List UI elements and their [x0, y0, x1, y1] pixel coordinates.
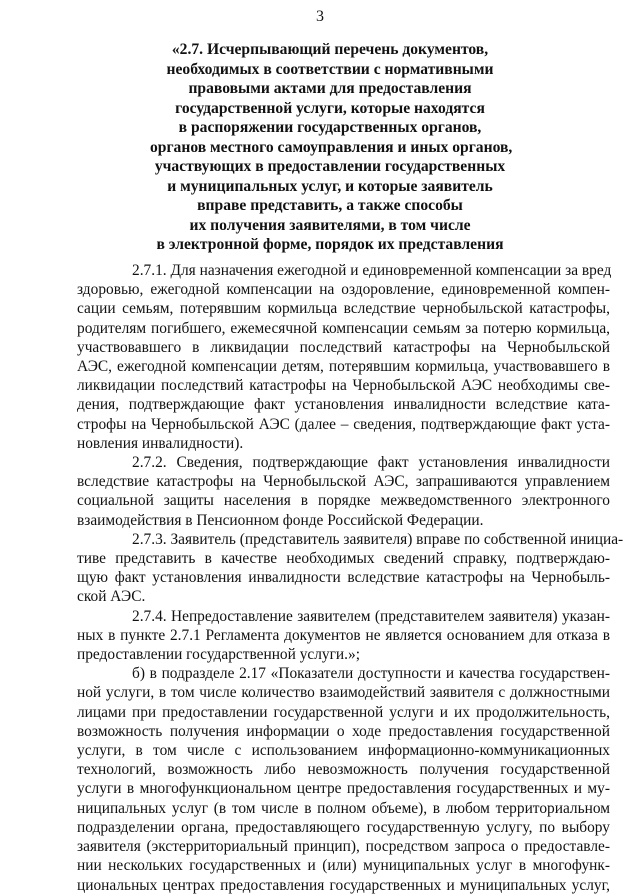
heading-line: их получения заявителями, в том числе: [189, 216, 471, 234]
paragraph-2-7-4: [77, 607, 610, 665]
text-line: технологий, возможность либо невозможность получения государственной: [77, 761, 610, 779]
text-line: 2.7.3. Заявитель (представитель заявителя) вправе по собственной инициа-: [132, 530, 624, 548]
text-line: сации семьям, потерявшим кормильца вследствие чернобыльской катастрофы,: [77, 300, 610, 318]
text-line: ной услуги, в том числе количество взаимодействий заявителя с должностными: [77, 684, 610, 702]
heading-line: правовыми актами для предоставления: [188, 80, 472, 97]
heading-line: вправе представить, а также способы: [197, 197, 463, 214]
text-line: циональных центрах предоставления государственных и муниципальных услуг,: [77, 876, 610, 894]
section-heading: [150, 40, 513, 255]
paragraph-2-7-1: [77, 261, 610, 453]
text-line: б) в подразделе 2.17 «Показатели доступности и качества государствен-: [132, 665, 610, 683]
document-body: [77, 261, 624, 895]
heading-line: «2.7. Исчерпывающий перечень документов,: [171, 41, 489, 58]
text-line: АЭС, ежегодной компенсации детям, потерявшим кормильца, участвовавшего в: [77, 358, 610, 376]
text-line: щую факт установления инвалидности вследствие катастрофы на Чернобыль-: [77, 569, 610, 587]
paragraph-b: [77, 664, 610, 894]
text-line: участвовавшего в ликвидации последствий катастрофы на Чернобыльской: [77, 338, 610, 356]
heading-line: в распоряжении государственных органов,: [178, 119, 482, 136]
paragraph-2-7-2: [77, 453, 610, 530]
text-line: 2.7.2. Сведения, подтверждающие факт установления инвалидности: [132, 454, 610, 472]
text-line: возможность получения информации о ходе предоставления государственной: [77, 722, 610, 740]
text-line: взаимодействия в Пенсионном фонде Российской Федерации.: [77, 511, 484, 529]
text-line: новления инвалидности).: [77, 434, 244, 452]
heading-line: необходимых в соответствии с нормативными: [166, 60, 494, 78]
text-line: социальной защиты населения в порядке межведомственного электронного: [77, 492, 610, 510]
text-line: услуги в многофункциональном центре предоставления государственных и му-: [77, 780, 610, 798]
text-line: подразделении органа, предоставляющего государственную услугу, по выбору: [77, 818, 610, 836]
text-line: строфы на Чернобыльской АЭС (далее – сведения, подтверждающие факт уста-: [77, 415, 610, 433]
text-line: вследствие катастрофы на Чернобыльской АЭС, запрашиваются управлением: [77, 473, 610, 491]
text-line: 2.7.4. Непредоставление заявителем (представителем заявителя) указан-: [132, 607, 610, 625]
text-line: лицами при предоставлении государственной услуги и их продолжительность,: [77, 703, 610, 721]
text-line: ской АЭС.: [77, 588, 146, 606]
text-line: тиве представить в качестве необходимых сведений справку, подтверждаю-: [77, 550, 610, 568]
text-line: дения, подтверждающие факт установления инвалидности вследствие ката-: [77, 396, 610, 414]
text-line: нии нескольких государственных и (или) муниципальных услуг в многофунк-: [77, 857, 610, 875]
text-line: заявителя (экстерриториальный принцип), посредством запроса о предоставле-: [77, 838, 610, 856]
heading-line: органов местного самоуправления и иных органов,: [150, 138, 513, 156]
heading-line: и муниципальных услуг, и которые заявитель: [167, 177, 493, 195]
page-number: 3: [316, 8, 324, 25]
text-line: предоставлении государственной услуги.»;: [77, 646, 360, 664]
text-line: 2.7.1. Для назначения ежегодной и единовременной компенсации за вред: [132, 262, 612, 279]
text-line: родителям погибшего, ежемесячной компенсации семьям за потерю кормильца,: [77, 319, 610, 337]
text-line: ных в пункте 2.7.1 Регламента документов не является основанием для отказа в: [77, 626, 610, 644]
text-line: ликвидации последствий катастрофы на Чернобыльской АЭС необходимы све-: [77, 377, 610, 395]
text-line: здоровью, ежегодной компенсации на оздоровление, единовременной компен-: [77, 281, 610, 299]
paragraph-2-7-3: [77, 530, 624, 607]
heading-line: в электронной форме, порядок их представления: [156, 236, 504, 253]
text-line: услуги, в том числе с использованием информационно-коммуникационных: [77, 742, 610, 760]
heading-line: участвующих в предоставлении государственных: [154, 158, 506, 175]
heading-line: государственной услуги, которые находятся: [175, 99, 485, 117]
text-line: ниципальных услуг (в том числе в полном объеме), в любом территориальном: [77, 799, 610, 817]
